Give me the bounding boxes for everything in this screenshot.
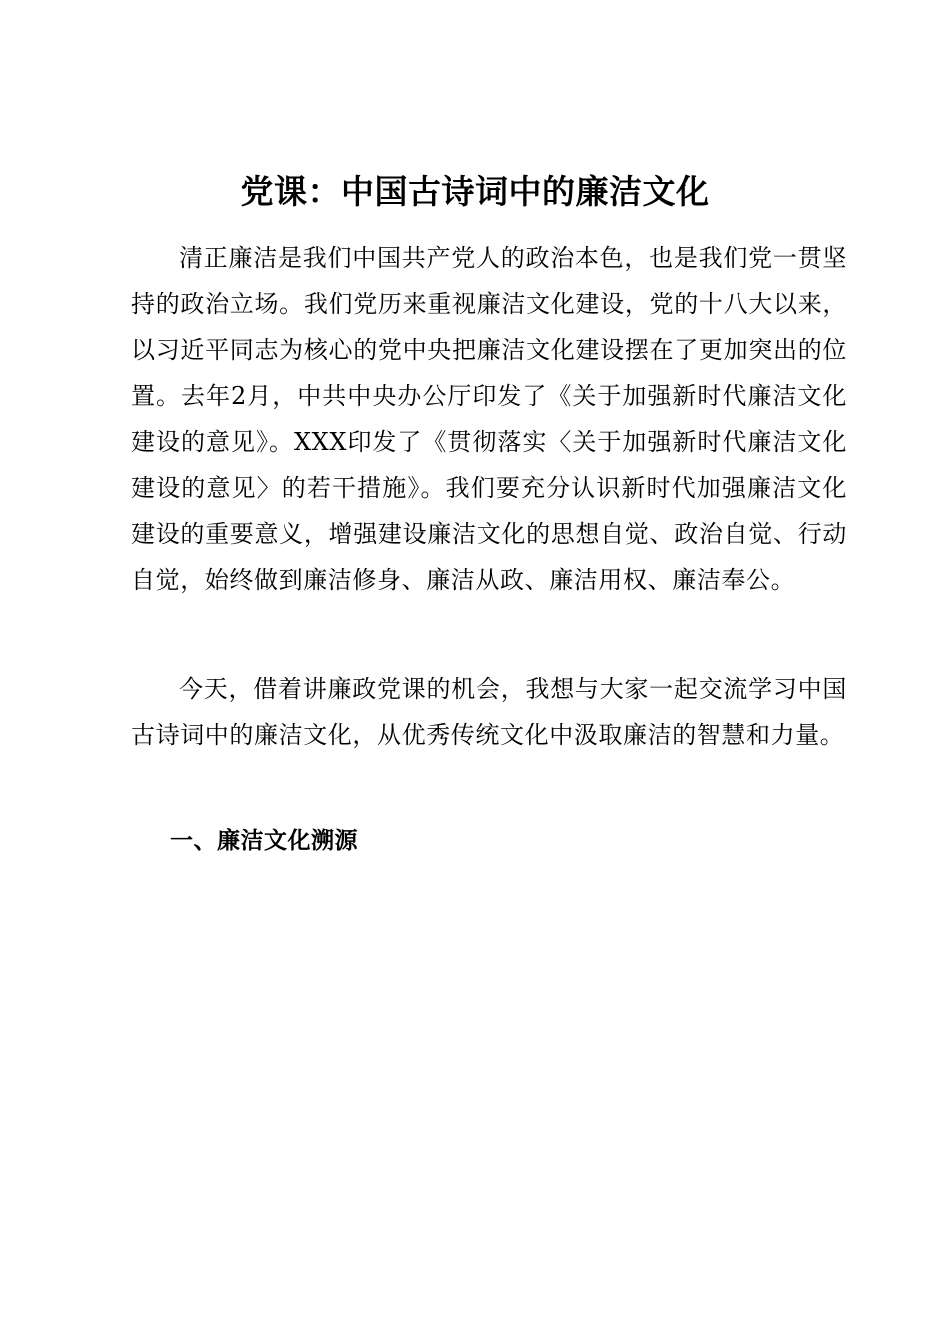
paragraph-2: 今天，借着讲廉政党课的机会，我想与大家一起交流学习中国古诗词中的廉洁文化，从优秀传统文化中汲取廉洁的智慧和力量。 xyxy=(131,675,847,749)
section-heading: 一、廉洁文化溯源 xyxy=(170,828,358,854)
paragraph-1: 清正廉洁是我们中国共产党人的政治本色，也是我们党一贯坚持的政治立场。我们党历来重视廉洁文化建设，党的十八大以来，以习近平同志为核心的党中央把廉洁文化建设摆在了更加突出的位置。去年2月，中共中央办公厅印发了《关于加强新时代廉洁文化建设的意见》。XXX印发了《贯彻落实〈关于加强新时代廉洁文化建设的意见〉的若干措施》。我们要充分认识新时代加强廉洁文化建设的重要意义，增强建设廉洁文化的思想自觉、政治自觉、行动自觉，始终做到廉洁修身、廉洁从政、廉洁用权、廉洁奉公。 xyxy=(131,244,847,594)
document-title: 党课：中国古诗词中的廉洁文化 xyxy=(240,172,710,211)
